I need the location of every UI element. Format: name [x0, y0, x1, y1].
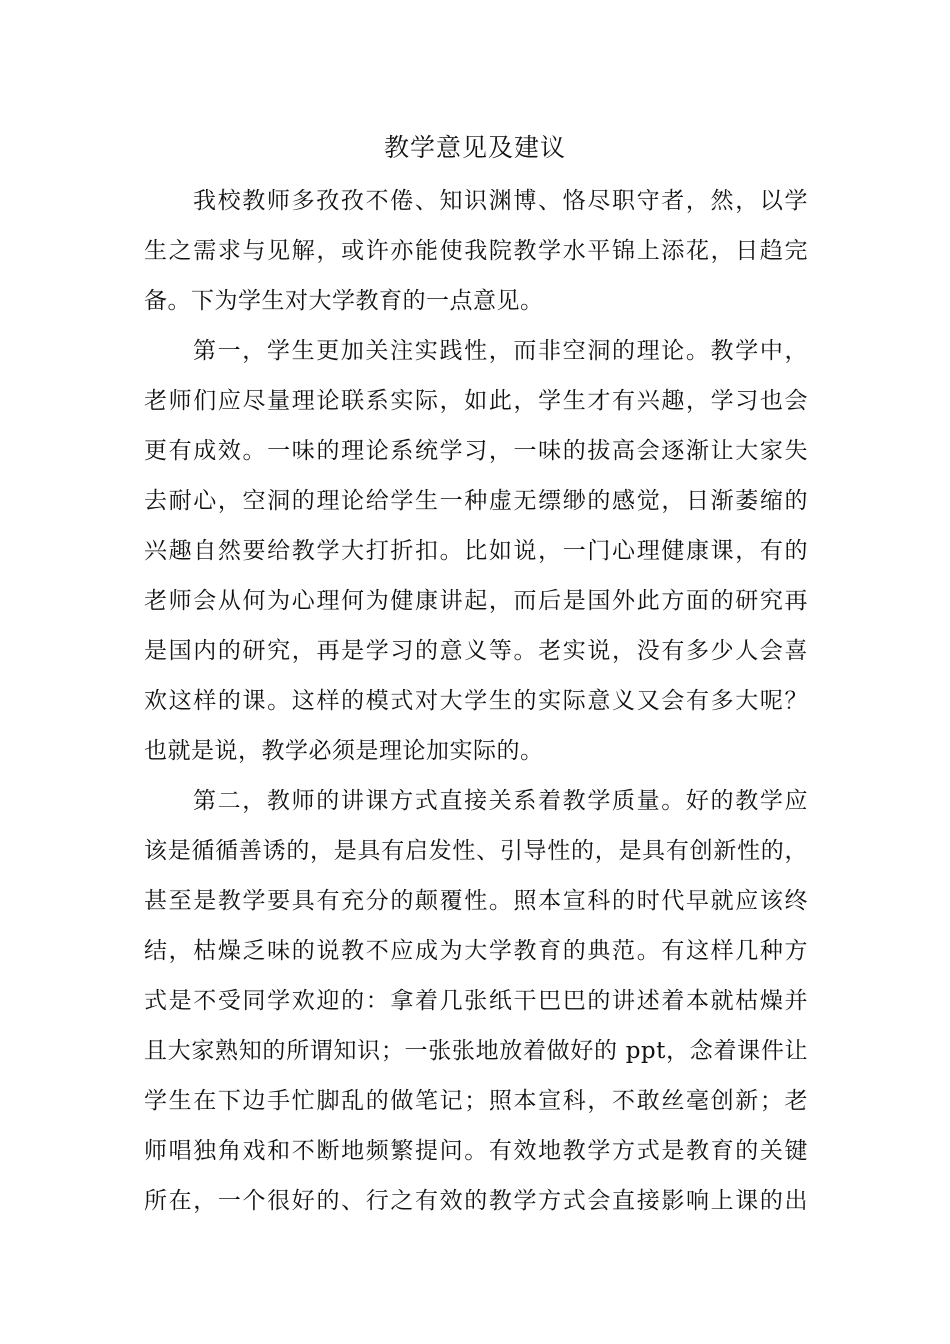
paragraph-line: 是国内的研究，再是学习的意义等。老实说，没有多少人会喜	[144, 638, 808, 664]
paragraph-line: 学生在下边手忙脚乱的做笔记；照本宣科，不敢丝毫创新；老	[144, 1088, 808, 1114]
paragraph-line: 生之需求与见解，或许亦能使我院教学水平锦上添花，日趋完	[144, 238, 808, 264]
paragraph-line: 甚至是教学要具有充分的颠覆性。照本宣科的时代早就应该终	[144, 888, 808, 914]
paragraph-line: 第二，教师的讲课方式直接关系着教学质量。好的教学应	[193, 788, 808, 814]
paragraph-line: 该是循循善诱的，是具有启发性、引导性的，是具有创新性的，	[144, 838, 808, 864]
paragraph-line: 兴趣自然要给教学大打折扣。比如说，一门心理健康课，有的	[144, 538, 808, 564]
paragraph-line: 且大家熟知的所谓知识；一张张地放着做好的 ppt，念着课件让	[144, 1038, 808, 1064]
paragraph-line: 所在，一个很好的、行之有效的教学方式会直接影响上课的出	[144, 1188, 808, 1214]
paragraph-line: 欢这样的课。这样的模式对大学生的实际意义又会有多大呢？	[144, 688, 808, 714]
paragraph-line: 更有成效。一味的理论系统学习，一味的拔高会逐渐让大家失	[144, 438, 808, 464]
paragraph-line: 式是不受同学欢迎的：拿着几张纸干巴巴的讲述着本就枯燥并	[144, 988, 808, 1014]
document-title: 教学意见及建议	[383, 133, 566, 162]
paragraph-line: 也就是说，教学必须是理论加实际的。	[144, 738, 544, 764]
paragraph-line: 我校教师多孜孜不倦、知识渊博、恪尽职守者，然，以学	[193, 188, 808, 214]
paragraph-line: 备。下为学生对大学教育的一点意见。	[144, 288, 544, 314]
paragraph-line: 结，枯燥乏味的说教不应成为大学教育的典范。有这样几种方	[144, 938, 808, 964]
paragraph-line: 老师会从何为心理何为健康讲起，而后是国外此方面的研究再	[144, 588, 808, 614]
paragraph-line: 第一，学生更加关注实践性，而非空洞的理论。教学中，	[193, 338, 808, 364]
paragraph-line: 去耐心，空洞的理论给学生一种虚无缥缈的感觉，日渐萎缩的	[144, 488, 808, 514]
paragraph-line: 师唱独角戏和不断地频繁提问。有效地教学方式是教育的关键	[144, 1138, 808, 1164]
paragraph-line: 老师们应尽量理论联系实际，如此，学生才有兴趣，学习也会	[144, 388, 808, 414]
